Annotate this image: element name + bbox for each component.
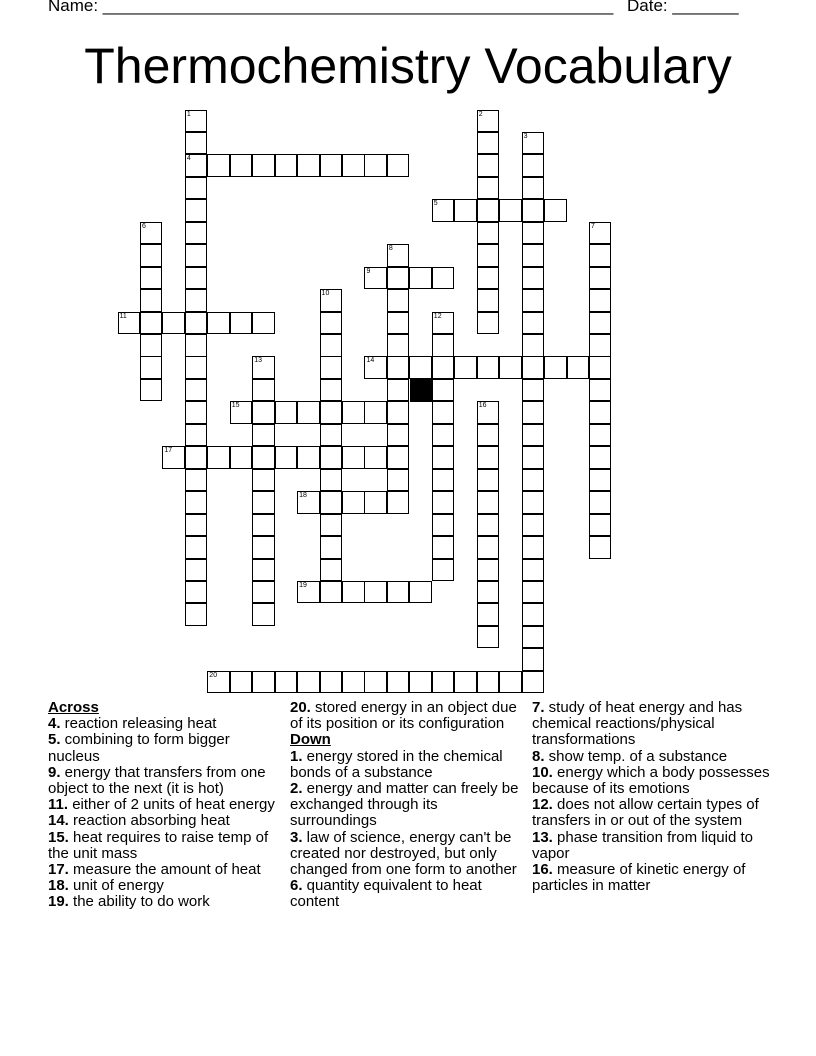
grid-number: 14 [366, 357, 375, 365]
grid-cell[interactable] [522, 491, 545, 514]
grid-cell[interactable] [522, 401, 545, 424]
clue-text: show temp. of a substance [544, 747, 728, 765]
clue-number: 12. [532, 796, 553, 814]
grid-cell[interactable] [185, 289, 208, 312]
grid-cell[interactable] [387, 401, 410, 424]
clue-text: measure of kinetic energy of particles in matter [532, 861, 746, 895]
grid-cell[interactable] [207, 312, 230, 335]
grid-cell[interactable] [589, 469, 612, 492]
grid-cell[interactable] [320, 581, 343, 604]
grid-cell[interactable] [297, 491, 320, 514]
grid-cell[interactable] [477, 424, 500, 447]
clue-text: reaction releasing heat [60, 715, 217, 733]
clue-item [48, 862, 280, 878]
grid-cell[interactable] [589, 401, 612, 424]
grid-cell[interactable] [477, 177, 500, 200]
clue-text: combining to form bigger nucleus [48, 731, 230, 765]
grid-number: 13 [254, 357, 262, 365]
grid-cell[interactable] [522, 289, 545, 312]
grid-cell[interactable] [342, 491, 365, 514]
grid-number: 1 [186, 110, 191, 118]
clue-text: energy stored in the chemical bonds of a substance [290, 747, 503, 781]
grid-cell[interactable] [477, 446, 500, 469]
grid-cell[interactable] [252, 536, 275, 559]
grid-number: 4 [186, 155, 191, 163]
page-title: Thermochemistry Vocabulary [84, 38, 732, 94]
grid-cell[interactable] [522, 648, 545, 671]
grid-cell[interactable] [567, 356, 590, 379]
grid-number: 2 [478, 110, 483, 118]
grid-cell[interactable] [185, 379, 208, 402]
clue-text: the ability to do work [68, 893, 210, 911]
grid-cell[interactable] [477, 110, 500, 133]
grid-cell[interactable] [185, 514, 208, 537]
grid-cell[interactable] [522, 379, 545, 402]
grid-cell[interactable] [140, 289, 163, 312]
grid-cell[interactable] [477, 244, 500, 267]
grid-cell[interactable] [477, 536, 500, 559]
clue-text: stored energy in an object due of its position or its configuration [290, 699, 517, 733]
grid-cell[interactable] [387, 671, 410, 694]
grid-cell[interactable] [207, 154, 230, 177]
grid-cell[interactable] [185, 244, 208, 267]
grid-cell[interactable] [432, 514, 455, 537]
grid-cell[interactable] [589, 446, 612, 469]
grid-cell[interactable] [320, 559, 343, 582]
clue-number: 9. [48, 763, 61, 781]
grid-cell[interactable] [477, 671, 500, 694]
grid-cell[interactable] [387, 267, 410, 290]
down-heading: Down [290, 731, 331, 749]
grid-cell[interactable] [140, 379, 163, 402]
grid-cell[interactable] [477, 491, 500, 514]
grid-cell[interactable] [432, 469, 455, 492]
grid-cell[interactable] [140, 312, 163, 335]
grid-cell[interactable] [320, 671, 343, 694]
grid-cell[interactable] [432, 199, 455, 222]
grid-cell[interactable] [387, 334, 410, 357]
grid-cell[interactable] [185, 491, 208, 514]
grid-cell[interactable] [185, 536, 208, 559]
grid-cell[interactable] [364, 401, 387, 424]
grid-cell[interactable] [409, 356, 432, 379]
grid-cell[interactable] [522, 177, 545, 200]
clue-text: law of science, energy can't be created nor destroyed, but only changed from one form to another [290, 828, 517, 879]
grid-cell[interactable] [342, 581, 365, 604]
grid-number: 6 [141, 222, 146, 230]
clue-text: does not allow certain types of transfers in or out of the system [532, 796, 759, 830]
grid-cell[interactable] [118, 312, 141, 335]
clue-item [290, 781, 526, 830]
clue-item [48, 765, 280, 797]
clue-item [48, 797, 280, 813]
grid-cell[interactable] [185, 110, 208, 133]
clue-text: energy which a body possesses because of its emotions [532, 763, 770, 798]
grid-cell[interactable] [207, 446, 230, 469]
clue-item [48, 732, 280, 764]
grid-cell[interactable] [387, 581, 410, 604]
grid-cell[interactable] [252, 154, 275, 177]
clue-item [48, 894, 280, 910]
grid-cell[interactable] [589, 312, 612, 335]
grid-cell[interactable] [275, 671, 298, 694]
clue-column-1 [48, 700, 280, 911]
grid-cell[interactable] [522, 222, 545, 245]
clue-number: 5. [48, 731, 61, 749]
grid-cell[interactable] [320, 379, 343, 402]
grid-cell[interactable] [477, 132, 500, 155]
grid-cell[interactable] [522, 514, 545, 537]
grid-cell[interactable] [522, 446, 545, 469]
clue-item [290, 749, 526, 781]
grid-cell[interactable] [185, 334, 208, 357]
grid-cell[interactable] [522, 559, 545, 582]
grid-cell[interactable] [252, 559, 275, 582]
grid-cell[interactable] [320, 536, 343, 559]
grid-cell[interactable] [589, 514, 612, 537]
grid-cell[interactable] [185, 199, 208, 222]
grid-cell[interactable] [432, 401, 455, 424]
grid-cell[interactable] [185, 132, 208, 155]
grid-cell[interactable] [185, 312, 208, 335]
clue-text: unit of energy [68, 877, 164, 895]
grid-number: 8 [388, 245, 393, 253]
clue-column-3 [532, 700, 772, 894]
clue-text: study of heat energy and has chemical reactions/physical transformations [532, 699, 743, 749]
grid-cell[interactable] [522, 581, 545, 604]
grid-cell[interactable] [252, 514, 275, 537]
grid-cell[interactable] [320, 491, 343, 514]
grid-cell[interactable] [252, 356, 275, 379]
grid-cell[interactable] [185, 581, 208, 604]
grid-number: 10 [321, 290, 330, 298]
grid-cell[interactable] [342, 401, 365, 424]
grid-cell[interactable] [387, 469, 410, 492]
grid-cell[interactable] [320, 469, 343, 492]
clue-text: quantity equivalent to heat content [290, 877, 482, 911]
grid-cell[interactable] [387, 154, 410, 177]
grid-cell[interactable] [252, 671, 275, 694]
clue-item [48, 830, 280, 862]
clue-number: 20. [290, 699, 311, 716]
clue-number: 16. [532, 861, 553, 879]
clue-number: 19. [48, 893, 69, 911]
grid-cell[interactable] [477, 626, 500, 649]
grid-cell[interactable] [477, 559, 500, 582]
grid-cell[interactable] [432, 312, 455, 335]
grid-cell[interactable] [297, 154, 320, 177]
clue-number: 2. [290, 780, 303, 798]
grid-cell[interactable] [432, 267, 455, 290]
clue-number: 11. [48, 796, 69, 814]
clue-text: phase transition from liquid to vapor [532, 828, 753, 862]
grid-cell[interactable] [589, 267, 612, 290]
grid-cell[interactable] [589, 491, 612, 514]
black-square [410, 379, 432, 401]
grid-cell[interactable] [522, 334, 545, 357]
grid-cell[interactable] [185, 177, 208, 200]
grid-cell[interactable] [185, 559, 208, 582]
name-line: Name: ______________________________________________________ [48, 0, 614, 15]
grid-cell[interactable] [230, 671, 253, 694]
grid-cell[interactable] [252, 446, 275, 469]
grid-cell[interactable] [477, 581, 500, 604]
grid-cell[interactable] [320, 401, 343, 424]
grid-cell[interactable] [432, 491, 455, 514]
grid-cell[interactable] [275, 154, 298, 177]
clue-number: 14. [48, 812, 69, 830]
grid-cell[interactable] [140, 267, 163, 290]
grid-number: 20 [209, 671, 218, 679]
grid-cell[interactable] [589, 356, 612, 379]
grid-cell[interactable] [320, 312, 343, 335]
grid-cell[interactable] [364, 446, 387, 469]
clue-number: 17. [48, 861, 69, 879]
grid-cell[interactable] [432, 536, 455, 559]
grid-cell[interactable] [320, 514, 343, 537]
grid-cell[interactable] [454, 671, 477, 694]
grid-cell[interactable] [297, 581, 320, 604]
grid-cell[interactable] [477, 222, 500, 245]
grid-cell[interactable] [387, 379, 410, 402]
grid-cell[interactable] [477, 603, 500, 626]
clue-item [532, 862, 772, 894]
grid-cell[interactable] [522, 267, 545, 290]
grid-cell[interactable] [252, 491, 275, 514]
grid-cell[interactable] [522, 154, 545, 177]
grid-cell[interactable] [589, 289, 612, 312]
grid-cell[interactable] [522, 536, 545, 559]
grid-number: 12 [433, 312, 442, 320]
grid-cell[interactable] [364, 356, 387, 379]
grid-cell[interactable] [185, 267, 208, 290]
clue-text: heat requires to raise temp of the unit mass [48, 828, 269, 862]
grid-cell[interactable] [499, 671, 522, 694]
grid-number: 7 [590, 222, 595, 230]
grid-cell[interactable] [252, 312, 275, 335]
grid-cell[interactable] [140, 244, 163, 267]
grid-cell[interactable] [364, 671, 387, 694]
grid-cell[interactable] [387, 356, 410, 379]
grid-cell[interactable] [477, 469, 500, 492]
clue-item [48, 813, 280, 829]
clue-text: energy and matter can freely be exchanged through its surroundings [290, 780, 519, 830]
clue-item [532, 765, 772, 797]
grid-cell[interactable] [499, 199, 522, 222]
grid-cell[interactable] [387, 244, 410, 267]
clue-number: 10. [532, 763, 553, 781]
clue-text: energy that transfers from one object to the next (it is hot) [48, 763, 266, 798]
grid-cell[interactable] [297, 446, 320, 469]
grid-cell[interactable] [207, 671, 230, 694]
clue-item [532, 797, 772, 829]
grid-cell[interactable] [522, 199, 545, 222]
grid-cell[interactable] [185, 154, 208, 177]
grid-cell[interactable] [522, 671, 545, 694]
grid-cell[interactable] [387, 446, 410, 469]
grid-cell[interactable] [589, 424, 612, 447]
grid-cell[interactable] [477, 312, 500, 335]
clue-item [290, 700, 526, 732]
grid-cell[interactable] [477, 289, 500, 312]
clue-number: 4. [48, 715, 61, 733]
grid-cell[interactable] [185, 603, 208, 626]
grid-cell[interactable] [252, 424, 275, 447]
grid-cell[interactable] [297, 401, 320, 424]
grid-cell[interactable] [522, 626, 545, 649]
grid-cell[interactable] [432, 446, 455, 469]
grid-cell[interactable] [522, 469, 545, 492]
grid-cell[interactable] [320, 356, 343, 379]
clue-number: 7. [532, 699, 545, 716]
clue-item [290, 830, 526, 879]
grid-cell[interactable] [544, 356, 567, 379]
grid-cell[interactable] [477, 401, 500, 424]
grid-cell[interactable] [320, 154, 343, 177]
grid-cell[interactable] [185, 446, 208, 469]
grid-cell[interactable] [162, 446, 185, 469]
clue-number: 15. [48, 828, 69, 846]
clue-number: 8. [532, 747, 545, 765]
grid-number: 9 [366, 267, 371, 275]
grid-cell[interactable] [364, 154, 387, 177]
down-clue-list-continued [532, 700, 772, 894]
grid-cell[interactable] [522, 603, 545, 626]
clue-text: measure the amount of heat [68, 861, 261, 879]
across-heading: Across [48, 699, 99, 716]
grid-cell[interactable] [252, 603, 275, 626]
grid-cell[interactable] [342, 446, 365, 469]
grid-cell[interactable] [432, 334, 455, 357]
grid-cell[interactable] [387, 491, 410, 514]
grid-cell[interactable] [162, 312, 185, 335]
grid-cell[interactable] [364, 267, 387, 290]
grid-cell[interactable] [387, 289, 410, 312]
grid-number: 18 [299, 492, 307, 500]
grid-cell[interactable] [320, 289, 343, 312]
grid-cell[interactable] [409, 267, 432, 290]
grid-cell[interactable] [185, 424, 208, 447]
grid-cell[interactable] [544, 199, 567, 222]
grid-cell[interactable] [477, 199, 500, 222]
clue-text: reaction absorbing heat [68, 812, 230, 830]
grid-cell[interactable] [364, 491, 387, 514]
grid-cell[interactable] [185, 469, 208, 492]
clue-item [532, 749, 772, 765]
grid-cell[interactable] [140, 222, 163, 245]
grid-cell[interactable] [320, 446, 343, 469]
grid-cell[interactable] [522, 132, 545, 155]
grid-cell[interactable] [432, 356, 455, 379]
grid-cell[interactable] [432, 559, 455, 582]
clue-text: either of 2 units of heat energy [68, 796, 275, 814]
grid-cell[interactable] [297, 671, 320, 694]
grid-number: 3 [523, 132, 528, 140]
grid-cell[interactable] [252, 469, 275, 492]
grid-cell[interactable] [275, 401, 298, 424]
grid-cell[interactable] [432, 379, 455, 402]
grid-cell[interactable] [409, 671, 432, 694]
grid-cell[interactable] [320, 424, 343, 447]
grid-number: 15 [231, 402, 240, 410]
grid-cell[interactable] [387, 312, 410, 335]
clue-item [290, 878, 526, 910]
grid-cell[interactable] [364, 581, 387, 604]
grid-cell[interactable] [522, 424, 545, 447]
grid-cell[interactable] [185, 401, 208, 424]
grid-cell[interactable] [454, 356, 477, 379]
clue-column-2 [290, 700, 526, 911]
grid-cell[interactable] [432, 671, 455, 694]
grid-cell[interactable] [230, 312, 253, 335]
grid-cell[interactable] [589, 536, 612, 559]
grid-cell[interactable] [320, 334, 343, 357]
grid-cell[interactable] [522, 356, 545, 379]
grid-cell[interactable] [185, 356, 208, 379]
grid-cell[interactable] [230, 401, 253, 424]
grid-cell[interactable] [252, 401, 275, 424]
down-clue-list [290, 749, 526, 911]
clue-number: 1. [290, 747, 303, 765]
grid-cell[interactable] [477, 514, 500, 537]
grid-cell[interactable] [342, 154, 365, 177]
grid-cell[interactable] [454, 199, 477, 222]
grid-cell[interactable] [230, 446, 253, 469]
grid-cell[interactable] [522, 312, 545, 335]
grid-number: 5 [433, 200, 438, 208]
grid-cell[interactable] [387, 424, 410, 447]
grid-cell[interactable] [477, 267, 500, 290]
clue-item [532, 700, 772, 749]
grid-cell[interactable] [499, 356, 522, 379]
clue-item [48, 878, 280, 894]
grid-number: 17 [164, 447, 173, 455]
across-clue-list-continued [290, 700, 526, 732]
grid-cell[interactable] [477, 356, 500, 379]
clue-item [532, 830, 772, 862]
grid-number: 16 [478, 402, 487, 410]
clue-number: 3. [290, 828, 303, 846]
across-clue-list [48, 716, 280, 910]
grid-cell[interactable] [589, 222, 612, 245]
clue-item [48, 716, 280, 732]
grid-cell[interactable] [477, 154, 500, 177]
grid-number: 19 [299, 581, 307, 589]
clue-number: 18. [48, 877, 69, 895]
grid-cell[interactable] [589, 379, 612, 402]
grid-cell[interactable] [185, 222, 208, 245]
grid-cell[interactable] [252, 379, 275, 402]
grid-cell[interactable] [342, 671, 365, 694]
date-line: Date: _______ [627, 0, 739, 15]
grid-cell[interactable] [252, 581, 275, 604]
clue-number: 6. [290, 877, 303, 895]
grid-cell[interactable] [589, 244, 612, 267]
grid-cell[interactable] [140, 356, 163, 379]
grid-cell[interactable] [230, 154, 253, 177]
grid-cell[interactable] [140, 334, 163, 357]
grid-cell[interactable] [409, 581, 432, 604]
grid-cell[interactable] [432, 424, 455, 447]
grid-cell[interactable] [275, 446, 298, 469]
grid-cell[interactable] [589, 334, 612, 357]
grid-number: 11 [119, 312, 127, 320]
grid-cell[interactable] [522, 244, 545, 267]
clue-number: 13. [532, 828, 553, 846]
